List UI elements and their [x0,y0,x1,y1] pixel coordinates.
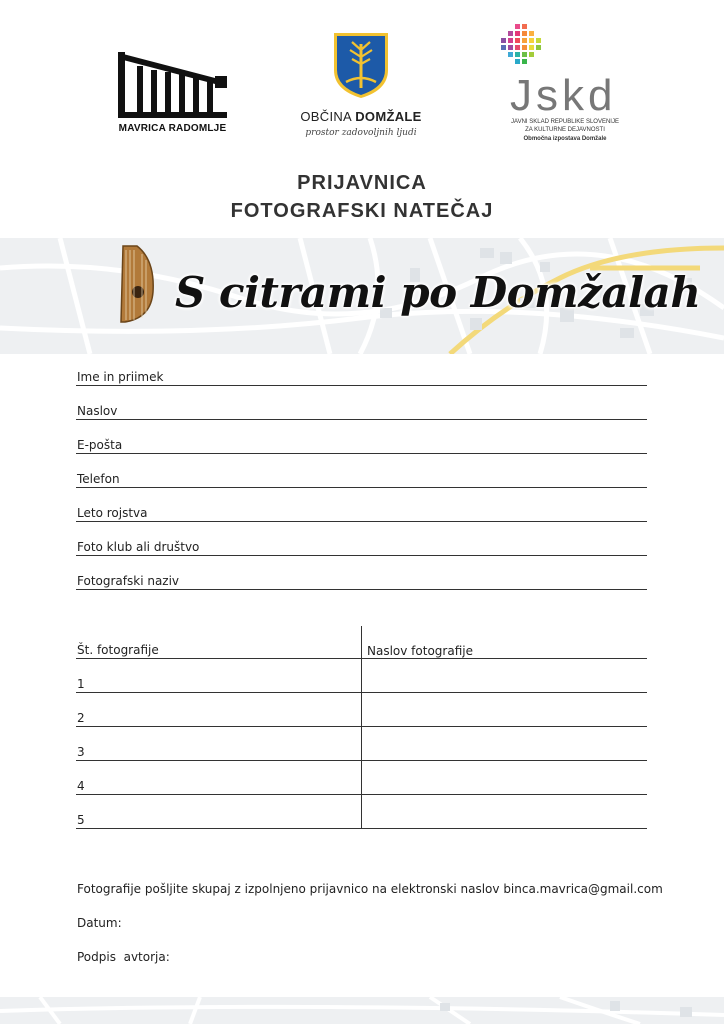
field-name[interactable]: Ime in priimek [76,367,647,386]
footer-map-strip [0,997,724,1024]
domzale-logo-slogan: prostor zadovoljnih ljudi [305,128,417,138]
field-birth-year[interactable]: Leto rojstva [76,503,647,522]
table-header-row: Št. fotografije [76,640,647,659]
jskd-pixel-mosaic-icon [497,22,557,72]
submission-instructions: Fotografije pošljite skupaj z izpolnjeno prijavnico na elektronski naslov binca.mavrica@gmail.com [77,882,663,896]
jskd-logo [495,22,635,147]
jskd-logo-line-2: ZA KULTURNE DEJAVNOSTI [525,127,605,133]
field-address[interactable]: Naslov [76,401,647,420]
jskd-logo-word: Jskd [510,71,617,120]
table-row[interactable]: 5 [76,810,647,829]
zither-icon [117,242,157,326]
signature-label: Podpis avtorja: [77,950,170,964]
jskd-logo-line-1: JAVNI SKLAD REPUBLIKE SLOVENIJE [511,119,619,125]
field-photo-club[interactable]: Foto klub ali društvo [76,537,647,556]
banner-title: S citrami po Domžalah [175,268,701,317]
obcina-domzale-logo [286,30,436,142]
table-row[interactable]: 1 [76,674,647,693]
mavrica-logo-text: MAVRICA RADOMLJE [118,123,227,134]
table-row[interactable]: 3 [76,742,647,761]
domzale-logo-name: OBČINA DOMŽALE [300,109,422,124]
field-photo-title[interactable]: Fotografski naziv [76,571,647,590]
mavrica-emblem-icon [115,48,230,126]
table-row[interactable]: 4 [76,776,647,795]
field-email[interactable]: E-pošta [76,435,647,454]
table-header-title: Naslov fotografije [367,644,473,658]
mavrica-radomlje-logo [115,48,230,136]
field-phone[interactable]: Telefon [76,469,647,488]
domzale-coat-of-arms-icon [286,30,436,102]
form-subtitle: FOTOGRAFSKI NATEČAJ [230,200,494,222]
map-background-icon [0,997,724,1024]
date-label: Datum: [77,916,122,930]
jskd-logo-line-3: Območna izpostava Domžale [523,136,607,142]
form-title: PRIJAVNICA [297,172,427,194]
table-row[interactable]: 2 [76,708,647,727]
